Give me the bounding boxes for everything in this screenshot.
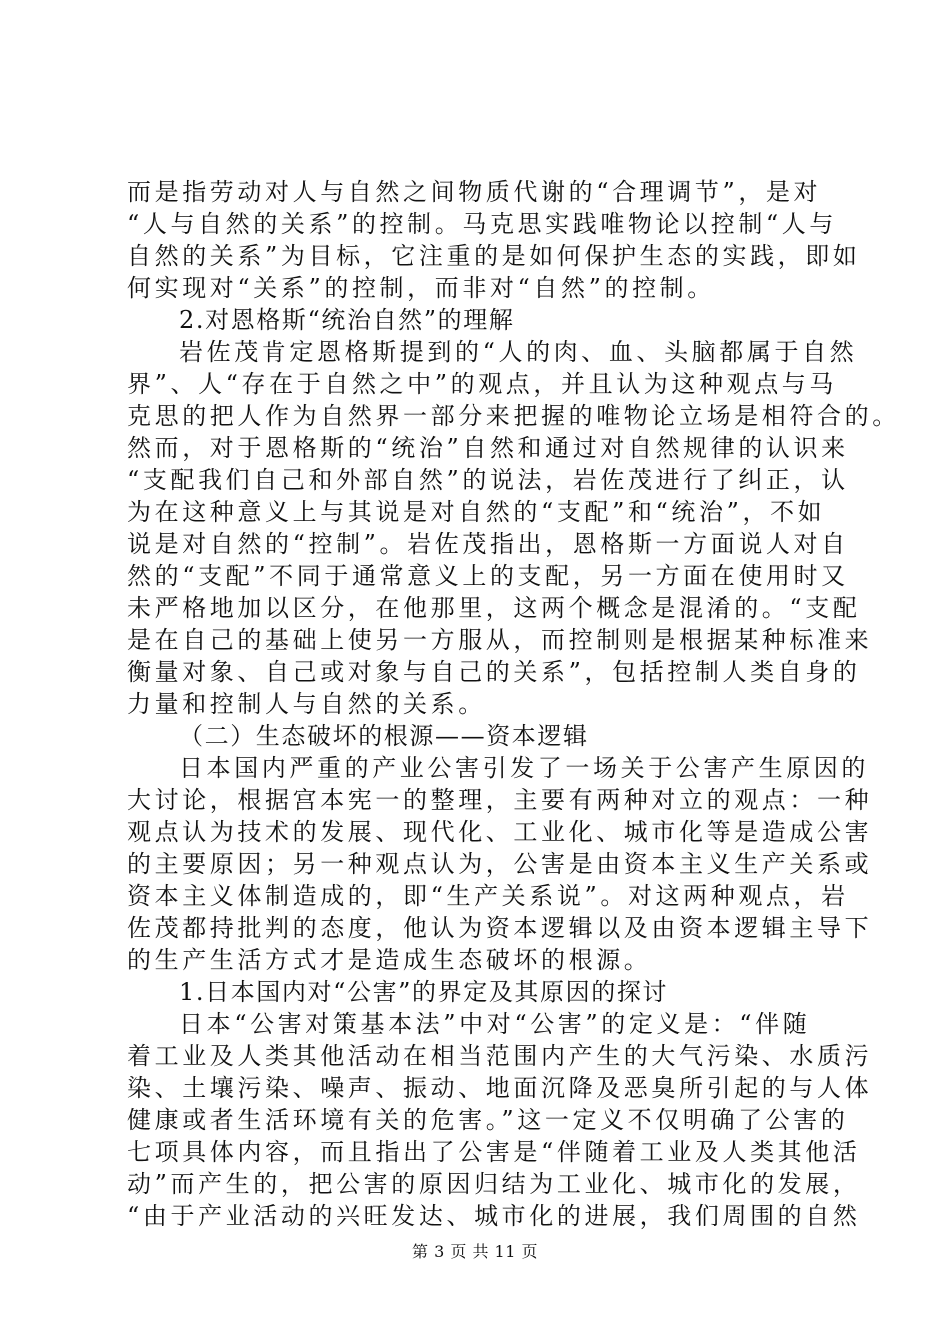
paragraph-line: 观点认为技术的发展、现代化、工业化、城市化等是造成公害	[127, 818, 873, 846]
paragraph-line: 力量和控制人与自然的关系。	[127, 690, 486, 718]
page-footer: 第 3 页 共 11 页	[412, 1242, 538, 1261]
paragraph-line: 界”、人“存在于自然之中”的观点，并且认为这种观点与马	[127, 370, 838, 398]
paragraph-line: 说是对自然的“控制”。岩佐茂指出，恩格斯一方面说人对自	[127, 530, 849, 558]
section-heading: 1.日本国内对“公害”的界定及其原因的探讨	[179, 978, 669, 1006]
paragraph-line: 佐茂都持批判的态度，他认为资本逻辑以及由资本逻辑主导下	[127, 914, 873, 942]
paragraph-line: 何实现对“关系”的控制，而非对“自然”的控制。	[127, 274, 715, 302]
paragraph-line: 未严格地加以区分，在他那里，这两个概念是混淆的。“支配	[127, 594, 861, 622]
paragraph-line: 日本国内严重的产业公害引发了一场关于公害产生原因的	[179, 754, 869, 782]
section-heading: （二）生态破坏的根源——资本逻辑	[179, 722, 589, 750]
paragraph-line: 而是指劳动对人与自然之间物质代谢的“合理调节”，是对	[127, 178, 822, 206]
paragraph-line: 克思的把人作为自然界一部分来把握的唯物论立场是相符合的。	[127, 402, 900, 430]
paragraph-line: 岩佐茂肯定恩格斯提到的“人的肉、血、头脑都属于自然	[179, 338, 858, 366]
paragraph-line: “人与自然的关系”的控制。马克思实践唯物论以控制“人与	[127, 210, 838, 238]
paragraph-line: 染、土壤污染、噪声、振动、地面沉降及恶臭所引起的与人体	[127, 1074, 873, 1102]
document-body	[127, 176, 900, 1232]
section-heading: 2.对恩格斯“统治自然”的理解	[179, 306, 515, 334]
paragraph-line: 资本主义体制造成的，即“生产关系说”。对这两种观点，岩	[127, 882, 849, 910]
paragraph-line: 七项具体内容，而且指出了公害是“伴随着工业及人类其他活	[127, 1138, 861, 1166]
paragraph-line: 的主要原因；另一种观点认为，公害是由资本主义生产关系或	[127, 850, 873, 878]
paragraph-line: 大讨论，根据宫本宪一的整理，主要有两种对立的观点：一种	[127, 786, 873, 814]
paragraph-line: 着工业及人类其他活动在相当范围内产生的大气污染、水质污	[127, 1042, 873, 1070]
paragraph-line: 自然的关系”为目标，它注重的是如何保护生态的实践，即如	[127, 242, 861, 270]
paragraph-line: 健康或者生活环境有关的危害。”这一定义不仅明确了公害的	[127, 1106, 849, 1134]
paragraph-line: 动”而产生的，把公害的原因归结为工业化、城市化的发展，	[127, 1170, 861, 1198]
paragraph-line: 衡量对象、自己或对象与自己的关系”，包括控制人类自身的	[127, 658, 861, 686]
paragraph-line: 然而，对于恩格斯的“统治”自然和通过对自然规律的认识来	[127, 434, 849, 462]
paragraph-line: 是在自己的基础上使另一方服从，而控制则是根据某种标准来	[127, 626, 873, 654]
paragraph-line: 的生产生活方式才是造成生态破坏的根源。	[127, 946, 652, 974]
paragraph-line: “支配我们自己和外部自然”的说法，岩佐茂进行了纠正，认	[127, 466, 849, 494]
paragraph-line: 然的“支配”不同于通常意义上的支配，另一方面在使用时又	[127, 562, 849, 590]
paragraph-line: 日本“公害对策基本法”中对“公害”的定义是：“伴随	[179, 1010, 811, 1038]
paragraph-line: “由于产业活动的兴旺发达、城市化的进展，我们周围的自然	[127, 1202, 861, 1230]
paragraph-line: 为在这种意义上与其说是对自然的“支配”和“统治”，不如	[127, 498, 826, 526]
